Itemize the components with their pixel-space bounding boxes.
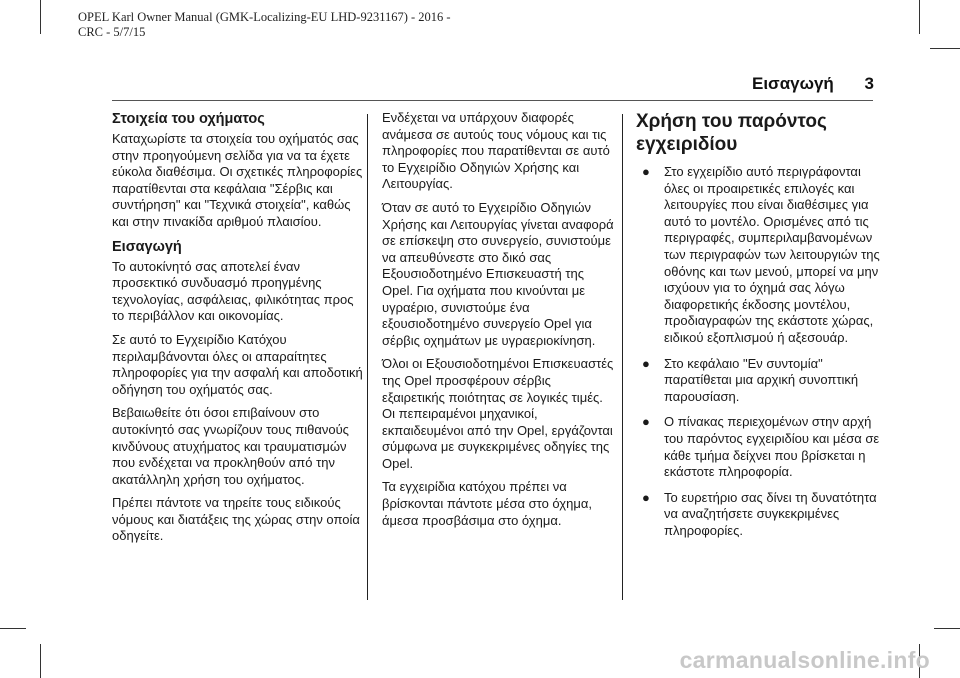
column-1 bbox=[112, 110, 364, 552]
column-divider-1 bbox=[367, 114, 368, 600]
running-head-title: Εισαγωγή bbox=[752, 74, 834, 93]
paragraph: Όταν σε αυτό το Εγχειρίδιο Οδηγιών Χρήσης και Λειτουργίας γίνεται αναφορά σε επίσκεψη στο συνεργείο, συνιστούμε να απευθύνεστε στο δικό σας Εξουσιοδοτημένο Επισκευαστή της Opel. Για οχήματα που κινούνται με υγραέριο, συνιστούμε ένα εξουσιοδοτημένο συνεργείο Opel για σέρβις οχημάτων με υγραεριοκίνηση. bbox=[382, 199, 614, 348]
list-item bbox=[636, 164, 886, 347]
crop-mark-bottom-left-v bbox=[40, 644, 41, 678]
print-header-line2: CRC - 5/7/15 bbox=[78, 25, 146, 39]
list-item bbox=[636, 356, 886, 406]
list-item-text: Στο εγχειρίδιο αυτό περιγράφονται όλες οι προαιρετικές επιλογές και λειτουργίες που είναι διαθέσιμες για αυτό το μοντέλο. Ορισμένες από τις περιγραφές, συμπεριλαμβανομένων των περιγραφών των λειτουργιών της οθόνης και των μενού, μπορεί να μην ισχύουν για το όχημά σας λόγω διαφορετικής έκδοσης μοντέλου, προδιαγραφών της εκάστοτε χώρας, ειδικού εξοπλισμού ή αξεσουάρ. bbox=[664, 164, 880, 345]
list-item bbox=[636, 414, 886, 480]
print-header bbox=[78, 10, 451, 40]
paragraph: Καταχωρίστε τα στοιχεία του οχήματός σας στην προηγούμενη σελίδα για να τα έχετε εύκολα διαθέσιμα. Οι σχετικές πληροφορίες παρατίθενται στα κεφάλαια "Σέρβις και συντήρηση" και "Τεχνικά στοιχεία", καθώς και στην πινακίδα αριθμού πλαισίου. bbox=[112, 131, 363, 229]
print-header-line1: OPEL Karl Owner Manual (GMK-Localizing-EU LHD-9231167) - 2016 - bbox=[78, 10, 451, 24]
page-number: 3 bbox=[864, 74, 874, 93]
bullet-icon: ● bbox=[642, 414, 650, 430]
column-2 bbox=[382, 110, 616, 536]
column-divider-2 bbox=[622, 114, 623, 600]
crop-mark-top-left-v bbox=[40, 0, 41, 34]
crop-mark-top-right-h bbox=[930, 48, 960, 49]
watermark: carmanualsonline.info bbox=[679, 647, 930, 673]
header-rule bbox=[112, 100, 873, 101]
bullet-icon: ● bbox=[642, 489, 650, 505]
list-item-text: Στο κεφάλαιο "Εν συντομία" παρατίθεται μια αρχική συνοπτική παρουσίαση. bbox=[664, 355, 859, 404]
list-item bbox=[636, 490, 886, 540]
section-heading-vehicle-data: Στοιχεία του οχήματος bbox=[112, 111, 265, 127]
paragraph: Σε αυτό το Εγχειρίδιο Κατόχου περιλαμβάνονται όλες οι απαραίτητες πληροφορίες για την ασφαλή και αποδοτική οδήγηση του οχήματός σας. bbox=[112, 331, 363, 397]
column-3 bbox=[636, 110, 886, 548]
list-item-text: Ο πίνακας περιεχομένων στην αρχή του παρόντος εγχειριδίου και μέσα σε κάθε τμήμα δείχνει που βρίσκεται η εκάστοτε πληροφορία. bbox=[664, 414, 880, 480]
bullet-icon: ● bbox=[642, 355, 650, 371]
bullet-list bbox=[636, 164, 886, 539]
crop-mark-bottom-right-h bbox=[934, 628, 960, 629]
section-heading-using-manual: Χρήση του παρόντος εγχειριδίου bbox=[636, 111, 827, 155]
crop-mark-top-right-v bbox=[919, 0, 920, 34]
paragraph: Πρέπει πάντοτε να τηρείτε τους ειδικούς νόμους και διατάξεις της χώρας στην οποία οδηγείτε. bbox=[112, 495, 360, 544]
bullet-icon: ● bbox=[642, 164, 650, 179]
paragraph: Το αυτοκίνητό σας αποτελεί έναν προσεκτικό συνδυασμό προηγμένης τεχνολογίας, ασφάλειας, φιλικότητας προς το περιβάλλον και οικονομίας. bbox=[112, 258, 354, 324]
paragraph: Ενδέχεται να υπάρχουν διαφορές ανάμεσα σε αυτούς τους νόμους και τις πληροφορίες που παρατίθενται σε αυτό το Εγχειρίδιο Οδηγιών Χρήσης και Λειτουργίας. bbox=[382, 110, 610, 192]
section-heading-introduction: Εισαγωγή bbox=[112, 238, 182, 255]
crop-mark-bottom-left-h bbox=[0, 628, 26, 629]
paragraph: Βεβαιωθείτε ότι όσοι επιβαίνουν στο αυτοκίνητό σας γνωρίζουν τους πιθανούς κινδύνους ατυχήματος και τραυματισμών που ενδέχεται να προκληθούν από την ακατάλληλη χρήση του οχήματος. bbox=[112, 405, 349, 487]
list-item-text: Το ευρετήριο σας δίνει τη δυνατότητα να αναζητήσετε συγκεκριμένες πληροφορίες. bbox=[664, 489, 877, 538]
running-head bbox=[752, 74, 874, 94]
paragraph: Όλοι οι Εξουσιοδοτημένοι Επισκευαστές της Opel προσφέρουν σέρβις εξαιρετικής ποιότητας σε λογικές τιμές. Οι πεπειραμένοι μηχανικοί, εκπαιδευμένοι από την Opel, εργάζονται σύμφωνα με συγκεκριμένες οδηγίες της Opel. bbox=[382, 356, 614, 471]
paragraph: Τα εγχειρίδια κατόχου πρέπει να βρίσκονται πάντοτε μέσα στο όχημα, άμεσα προσβάσιμα στο όχημα. bbox=[382, 479, 592, 528]
